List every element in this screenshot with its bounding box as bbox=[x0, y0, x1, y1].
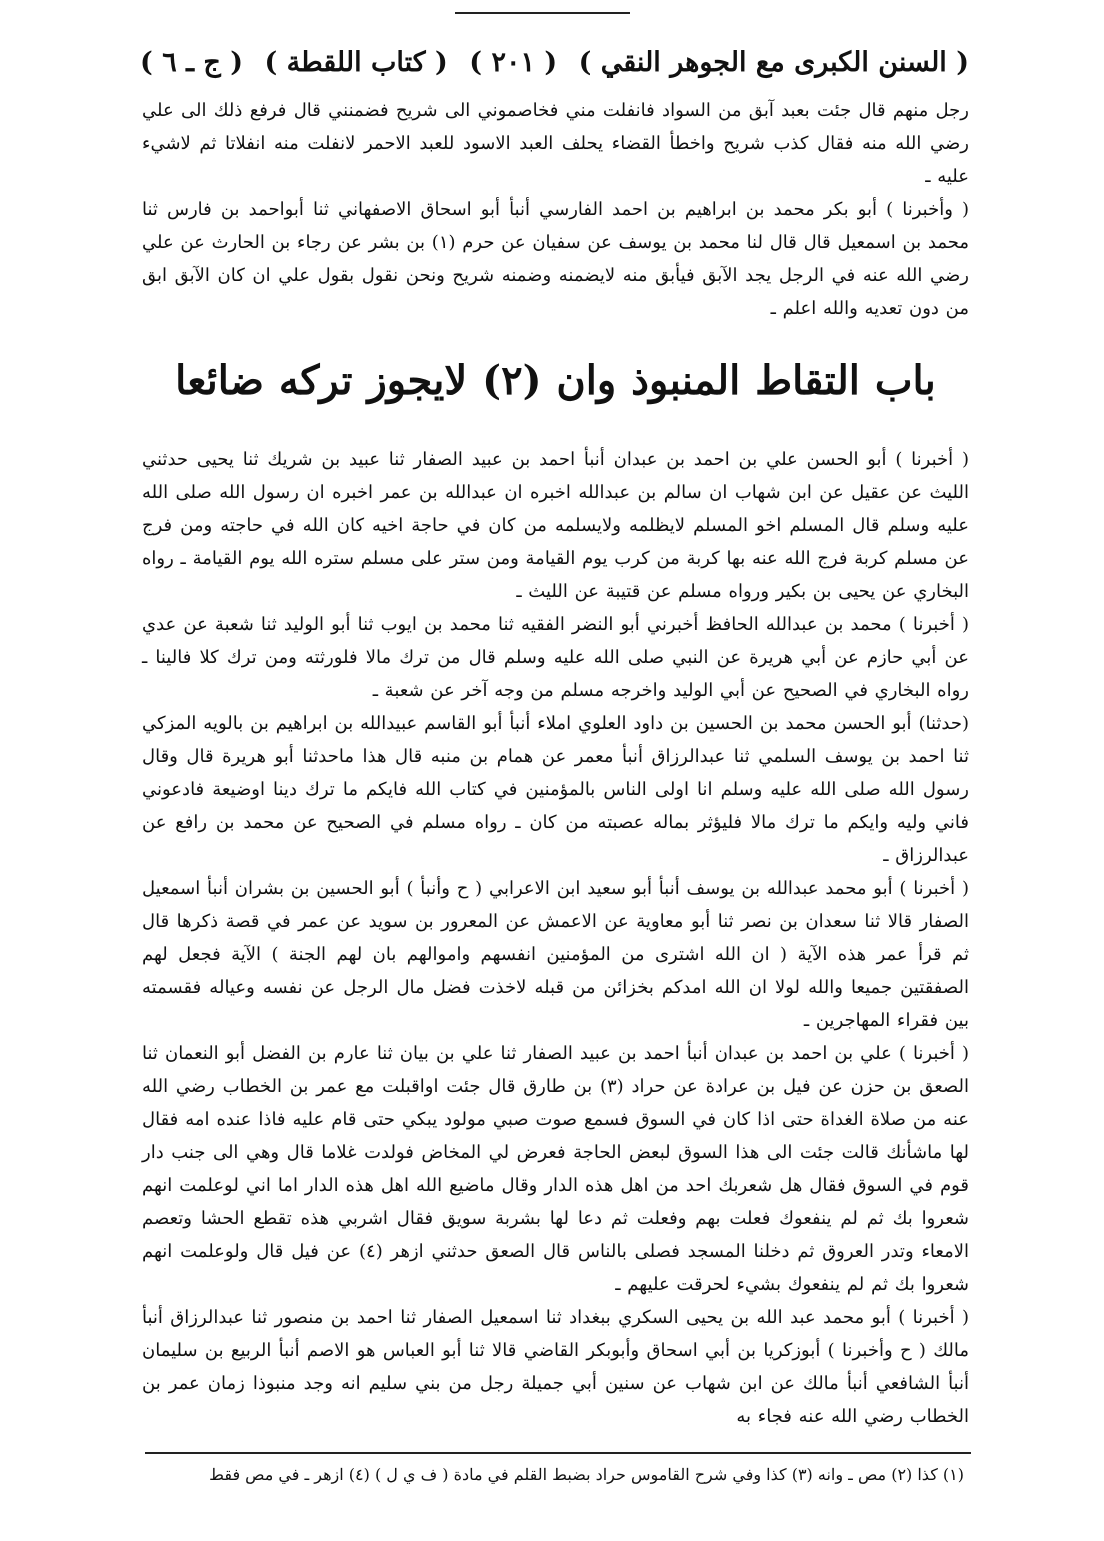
paragraph: ( أخبرنا ) محمد بن عبدالله الحافظ أخبرني أبو النضر الفقيه ثنا محمد بن ايوب ثنا أبو الوليد ثنا شعبة عن عدي عن أبي حازم عن أبي هريرة عن النبي صلى الله عليه وسلم قال من ترك مالا فلورثته ومن ترك كلا فالينا ـ رواه البخاري في الصحيح عن أبي الوليد واخرجه مسلم من وجه آخر عن شعبة ـ bbox=[142, 614, 969, 701]
page-body bbox=[142, 94, 969, 1433]
paragraph: رجل منهم قال جئت بعبد آبق من السواد فانفلت مني فخاصموني الى شريح فضمنني قال فرفع ذلك الى علي رضي الله منه فقال كذب شريح واخطأ القضاء يحلف العبد الاسود للعبد الاحمر لانفلت منه انفلاتا ثم لاشيء عليه ـ bbox=[142, 100, 969, 187]
chapter-heading: باب التقاط المنبوذ وان (٢) لايجوز تركه ضائعا bbox=[175, 357, 936, 404]
volume-number: ( ج ـ ٦ ) bbox=[140, 46, 244, 78]
paragraph: ( أخبرنا ) أبو الحسن علي بن احمد بن عبدان أنبأ احمد بن عبيد الصفار ثنا عبيد بن شريك ثنا يحيى حدثني الليث عن عقيل عن ابن شهاب ان سالم بن عبدالله اخبره ان عبدالله بن عمر اخبره ان رسول الله صلى الله عليه وسلم قال المسلم اخو المسلم لايظلمه ولايسلمه من كان في حاجة اخيه كان الله في حاجته ومن فرج عن مسلم كربة فرج الله عنه بها كربة من كرب يوم القيامة ومن ستر على مسلم ستره الله يوم القيامة ـ رواه البخاري عن يحيى بن بكير ورواه مسلم عن قتيبة عن الليث ـ bbox=[142, 449, 969, 602]
running-header bbox=[140, 40, 969, 84]
paragraph: ( وأخبرنا ) أبو بكر محمد بن ابراهيم بن احمد الفارسي أنبأ أبو اسحاق الاصفهاني ثنا أبواحمد بن فارس ثنا محمد بن اسمعيل قال قال لنا محمد بن يوسف عن سفيان عن حرم (١) بن بشر عن رجاء بن الحارث عن علي رضي الله عنه في الرجل يجد الآبق فيأبق منه لايضمنه وضمنه شريح ونحن نقول بقول علي ان كان الآبق ابق من دون تعديه والله اعلم ـ bbox=[142, 199, 970, 319]
paragraph: ( أخبرنا ) علي بن احمد بن عبدان أنبأ احمد بن عبيد الصفار ثنا علي بن بيان ثنا عارم بن الفضل أبو النعمان ثنا الصعق بن حزن عن فيل بن عرادة عن حراد (٣) بن طارق قال جئت اواقبلت مع عمر بن الخطاب رضي الله عنه من صلاة الغداة حتى اذا كان في السوق فسمع صوت صبي مولود يبكي حتى قام عليه فاذا عنده امه فقال لها ماشأنك قالت جئت الى هذا السوق لبعض الحاجة فعرض لي المخاض فولدت غلاما قال وهي الى جنب دار قوم في السوق فقال هل شعربك احد من اهل هذه الدار وقال ماضيع الله اهل هذه الدار اما اني لوعلمت انهم شعروا بك ثم لم ينفعوك فعلت بهم وفعلت ثم دعا لها بشربة سويق فقال اشربي هذه تقطع الحشا وتعصم الامعاء وتدر العروق ثم دخلنا المسجد فصلى بالناس قال الصعق حدثني ازهر (٤) عن فيل قال ولوعلمت انهم شعروا بك ثم لم ينفعوك بشيء لحرقت عليهم ـ bbox=[142, 1043, 970, 1295]
paragraph: ( أخبرنا ) أبو محمد عبد الله بن يحيى السكري ببغداد ثنا اسمعيل الصفار ثنا احمد بن منصور ثنا عبدالرزاق أنبأ مالك ( ح وأخبرنا ) أبوزكريا بن أبي اسحاق وأبوبكر القاضي قالا ثنا أبو العباس هو الاصم أنبأ الربيع بن سليمان أنبأ الشافعي أنبأ مالك عن ابن شهاب عن سنين أبي جميلة رجل من بني سليم انه وجد منبوذا زمان عمر بن الخطاب رضي الله عنه فجاء به bbox=[142, 1307, 969, 1427]
top-rule bbox=[455, 12, 630, 14]
paragraph: ( أخبرنا ) أبو محمد عبدالله بن يوسف أنبأ أبو سعيد ابن الاعرابي ( ح وأنبأ ) أبو الحسين بن بشران أنبأ اسمعيل الصفار قالا ثنا سعدان بن نصر ثنا أبو معاوية عن الاعمش عن المعرور بن سويد عن عمر في قصة ذكرها قال ثم قرأ عمر هذه الآية ( ان الله اشترى من المؤمنين انفسهم واموالهم بان لهم الجنة ) الآية فجعل لهم الصفقتين جميعا والله لولا ان الله امدكم بخزائن من قبله لاخذت فضل مال الرجل عن نفسه وعياله فقسمته بين فقراء المهاجرين ـ bbox=[142, 878, 969, 1031]
footnote-divider bbox=[145, 1452, 971, 1454]
section-title: ( كتاب اللقطة ) bbox=[264, 46, 448, 78]
paragraph: (حدثنا) أبو الحسن محمد بن الحسين بن داود العلوي املاء أنبأ أبو القاسم عبيدالله بن ابراهيم بن بالويه المزكي ثنا احمد بن يوسف السلمي ثنا عبدالرزاق أنبأ معمر عن همام بن منبه قال هذا ماحدثنا أبو هريرة قال وقال رسول الله صلى الله عليه وسلم انا اولى الناس بالمؤمنين في كتاب الله فايكم ما ترك دينا اوضيعة فادعوني فاني وليه وايكم ما ترك مالا فليؤثر بماله عصبته من كان ـ رواه مسلم في الصحيح عن محمد بن رافع عن عبدالرزاق ـ bbox=[142, 713, 969, 866]
footnotes: (١) كذا (٢) مص ـ وانه (٣) كذا وفي شرح القاموس حراد بضبط القلم في مادة ( ف ي ل ) (٤) ازهر ـ في مص فقط bbox=[209, 1465, 964, 1484]
book-title: ( السنن الكبرى مع الجوهر النقي ) bbox=[578, 46, 969, 78]
page-number: ( ٢٠١ ) bbox=[469, 46, 558, 78]
